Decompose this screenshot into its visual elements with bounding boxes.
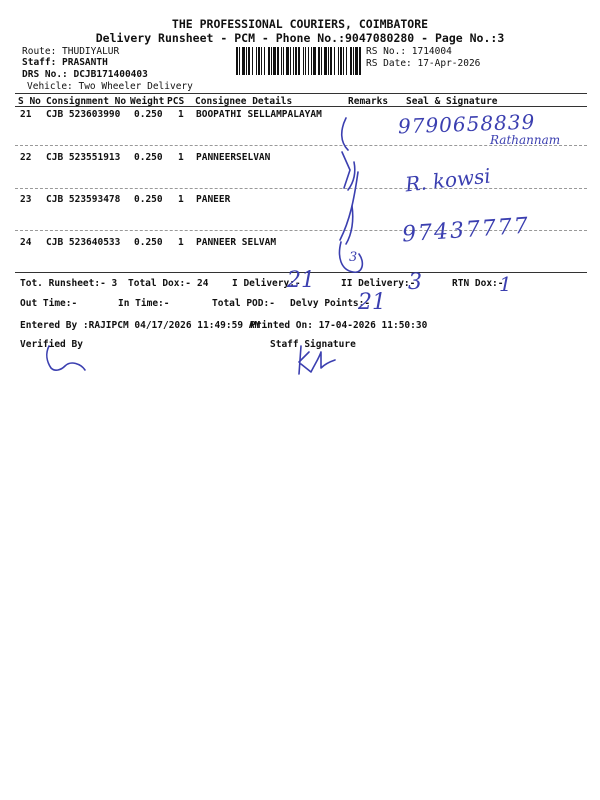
row-sno: 23 bbox=[20, 194, 32, 205]
row-consignee: BOOPATHI SELLAMPALAYAM bbox=[196, 109, 322, 120]
staff-signature-mark bbox=[285, 338, 345, 388]
row-weight: 0.250 bbox=[134, 237, 163, 248]
col-sno: S No bbox=[18, 96, 41, 107]
i-delivery-label: I Delivery:- bbox=[232, 278, 301, 289]
out-time: Out Time:- bbox=[20, 298, 78, 309]
remark-circle-number: 3 bbox=[349, 250, 358, 265]
row-consignment: CJB 523603990 bbox=[46, 109, 121, 120]
staff-signature-label: Staff Signature bbox=[270, 339, 356, 350]
row-weight: 0.250 bbox=[134, 152, 163, 163]
row3-signature: 97437777 bbox=[401, 213, 531, 248]
table-top-rule bbox=[15, 93, 587, 94]
verified-by-label: Verified By bbox=[20, 339, 83, 350]
row-consignment: CJB 523593478 bbox=[46, 194, 121, 205]
total-pod: Total POD:- bbox=[212, 298, 275, 309]
row-consignee: PANEER bbox=[196, 194, 231, 205]
rs-date: RS Date: 17-Apr-2026 bbox=[366, 58, 481, 69]
table-header-rule bbox=[15, 106, 587, 107]
vehicle-info: Vehicle: Two Wheeler Delivery bbox=[27, 81, 193, 92]
col-pcs: PCS bbox=[167, 96, 185, 107]
row-consignment: CJB 523640533 bbox=[46, 237, 121, 248]
rtn-dox-value: 1 bbox=[499, 272, 512, 296]
row2-signature: R. kowsi bbox=[403, 163, 492, 197]
row-weight: 0.250 bbox=[134, 194, 163, 205]
row-divider bbox=[15, 188, 587, 189]
row-pcs: 1 bbox=[178, 194, 184, 205]
tot-runsheet: Tot. Runsheet:- 3 bbox=[20, 278, 118, 289]
route-info: Route: THUDIYALUR bbox=[22, 46, 120, 57]
col-consignee: Consignee Details bbox=[195, 96, 293, 107]
staff-info: Staff: PRASANTH bbox=[22, 57, 108, 68]
row-sno: 24 bbox=[20, 237, 32, 248]
barcode bbox=[235, 47, 362, 75]
barcode-graphic bbox=[235, 47, 362, 75]
in-time: In Time:- bbox=[118, 298, 170, 309]
row1-signature: 9790658839 bbox=[397, 109, 536, 139]
company-title: THE PROFESSIONAL COURIERS, COIMBATORE bbox=[171, 17, 429, 31]
runsheet-subtitle: Delivery Runsheet - PCM - Phone No.:9047080280 - Page No.:3 bbox=[95, 31, 505, 45]
rs-number: RS No.: 1714004 bbox=[366, 46, 452, 57]
ii-delivery-label: II Delivery:- bbox=[341, 278, 416, 289]
col-remarks: Remarks bbox=[348, 96, 389, 107]
verified-by-signature bbox=[35, 340, 95, 380]
delvy-points-value: 21 bbox=[358, 290, 386, 315]
col-weight: Weight bbox=[130, 96, 165, 107]
row1-name-signature: Rathannam bbox=[490, 133, 561, 147]
printed-on: Printed On: 17-04-2026 11:50:30 bbox=[250, 320, 428, 331]
row-pcs: 1 bbox=[178, 237, 184, 248]
row-sno: 21 bbox=[20, 109, 32, 120]
rtn-dox-label: RTN Dox:- bbox=[452, 278, 504, 289]
drs-number: DRS No.: DCJB171400403 bbox=[22, 69, 148, 80]
delvy-points-label: Delvy Points:- bbox=[290, 298, 371, 309]
total-dox-label: Total Dox:- bbox=[128, 278, 191, 289]
row-consignee: PANNEERSELVAN bbox=[196, 152, 271, 163]
row-sno: 22 bbox=[20, 152, 32, 163]
entered-by: Entered By :RAJIPCM 04/17/2026 11:49:59 AM bbox=[20, 320, 261, 331]
col-consignment: Consignment No bbox=[46, 96, 127, 107]
row-consignment: CJB 523551913 bbox=[46, 152, 121, 163]
i-delivery-value: 21 bbox=[287, 268, 315, 293]
row-pcs: 1 bbox=[178, 152, 184, 163]
row-weight: 0.250 bbox=[134, 109, 163, 120]
row-pcs: 1 bbox=[178, 109, 184, 120]
total-dox-value: 24 bbox=[197, 278, 209, 289]
row-consignee: PANNEER SELVAM bbox=[196, 237, 277, 248]
col-seal-signature: Seal & Signature bbox=[406, 96, 498, 107]
ii-delivery-value: 3 bbox=[408, 270, 422, 295]
